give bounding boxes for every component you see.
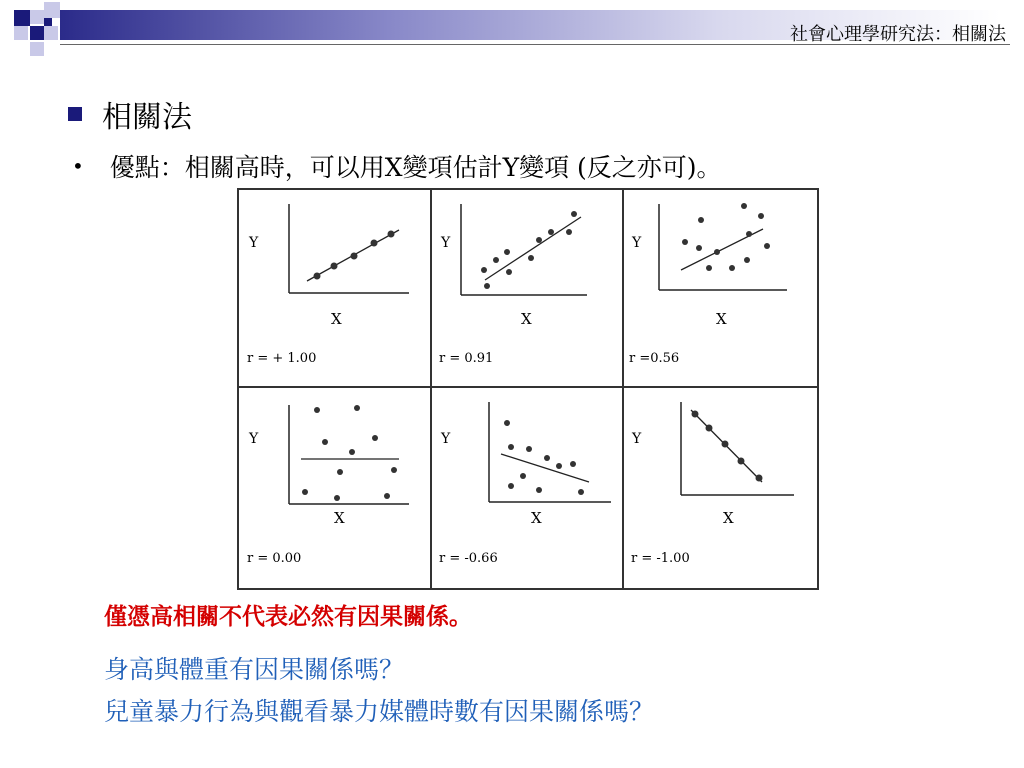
correlation-label: r = + 1.00 <box>247 351 317 366</box>
data-point <box>506 269 512 275</box>
y-axis-label: Y <box>632 431 642 447</box>
corner-square <box>30 26 44 40</box>
data-point <box>526 446 532 452</box>
corner-square <box>44 2 60 18</box>
data-point <box>578 489 584 495</box>
data-point <box>706 265 712 271</box>
data-point <box>388 231 395 238</box>
data-point <box>738 458 745 465</box>
corner-square <box>30 10 44 24</box>
data-point <box>331 263 338 270</box>
corner-square <box>14 26 28 40</box>
data-point <box>481 267 487 273</box>
data-point <box>504 249 510 255</box>
data-point <box>349 449 355 455</box>
data-point <box>714 249 720 255</box>
data-point <box>536 487 542 493</box>
x-axis-label: X <box>521 310 532 328</box>
x-axis-label: X <box>531 509 542 527</box>
corner-square <box>30 42 44 56</box>
square-bullet-icon <box>68 107 82 121</box>
data-point <box>508 444 514 450</box>
data-point <box>504 420 510 426</box>
data-point <box>756 475 763 482</box>
slide-header-title: 社會心理學研究法：相關法 <box>790 24 1006 45</box>
data-point <box>484 283 490 289</box>
correlation-label: r = 0.91 <box>439 351 494 366</box>
data-point <box>746 231 752 237</box>
data-point <box>508 483 514 489</box>
data-point <box>302 489 308 495</box>
correlation-label: r = 0.00 <box>247 551 302 566</box>
data-point <box>372 435 378 441</box>
scatter-panel <box>629 203 787 366</box>
corner-square <box>44 18 52 26</box>
trend-line <box>485 217 581 280</box>
dot-bullet-icon: • <box>72 154 84 178</box>
advantage-text: 優點：相關高時，可以用X變項估計Y變項 (反之亦可)。 <box>109 153 722 182</box>
data-point <box>556 463 562 469</box>
correlation-label: r = -1.00 <box>631 551 690 566</box>
data-point <box>696 245 702 251</box>
x-axis-label: X <box>331 310 342 328</box>
data-point <box>354 405 360 411</box>
data-point <box>722 441 729 448</box>
scatter-panel <box>247 405 409 566</box>
heading-text: 相關法 <box>102 100 192 135</box>
causation-warning: 僅憑高相關不代表必然有因果關係。 <box>104 603 472 630</box>
correlation-label: r = -0.66 <box>439 551 498 566</box>
y-axis-label: Y <box>632 235 642 251</box>
data-point <box>536 237 542 243</box>
data-point <box>758 213 764 219</box>
corner-square <box>44 26 58 40</box>
scatter-panel <box>439 402 611 566</box>
x-axis-label: X <box>334 509 345 527</box>
data-point <box>566 229 572 235</box>
data-point <box>548 229 554 235</box>
scatter-grid-svg <box>239 190 817 588</box>
data-point <box>334 495 340 501</box>
data-point <box>520 473 526 479</box>
data-point <box>729 265 735 271</box>
data-point <box>741 203 747 209</box>
data-point <box>384 493 390 499</box>
main-heading <box>68 92 192 136</box>
question-height-weight: 身高與體重有因果關係嗎？ <box>104 655 405 684</box>
advantage-point <box>72 148 722 184</box>
correlation-scatter-figure <box>237 188 819 590</box>
corner-square <box>14 10 30 26</box>
data-point <box>337 469 343 475</box>
y-axis-label: Y <box>441 431 451 447</box>
data-point <box>744 257 750 263</box>
data-point <box>682 239 688 245</box>
x-axis-label: X <box>723 509 734 527</box>
data-point <box>314 273 321 280</box>
y-axis-label: Y <box>249 235 259 251</box>
data-point <box>371 240 378 247</box>
data-point <box>698 217 704 223</box>
data-point <box>322 439 328 445</box>
data-point <box>570 461 576 467</box>
data-point <box>764 243 770 249</box>
scatter-panel <box>247 204 409 366</box>
question-media-violence: 兒童暴力行為與觀看暴力媒體時數有因果關係嗎？ <box>104 697 655 726</box>
data-point <box>706 425 713 432</box>
scatter-panel <box>631 402 794 566</box>
data-point <box>692 411 699 418</box>
data-point <box>314 407 320 413</box>
data-point <box>544 455 550 461</box>
x-axis-label: X <box>716 310 727 328</box>
data-point <box>391 467 397 473</box>
data-point <box>528 255 534 261</box>
y-axis-label: Y <box>441 235 451 251</box>
data-point <box>571 211 577 217</box>
scatter-panel <box>439 204 587 366</box>
data-point <box>351 253 358 260</box>
y-axis-label: Y <box>249 431 259 447</box>
correlation-label: r =0.56 <box>629 351 680 366</box>
data-point <box>493 257 499 263</box>
